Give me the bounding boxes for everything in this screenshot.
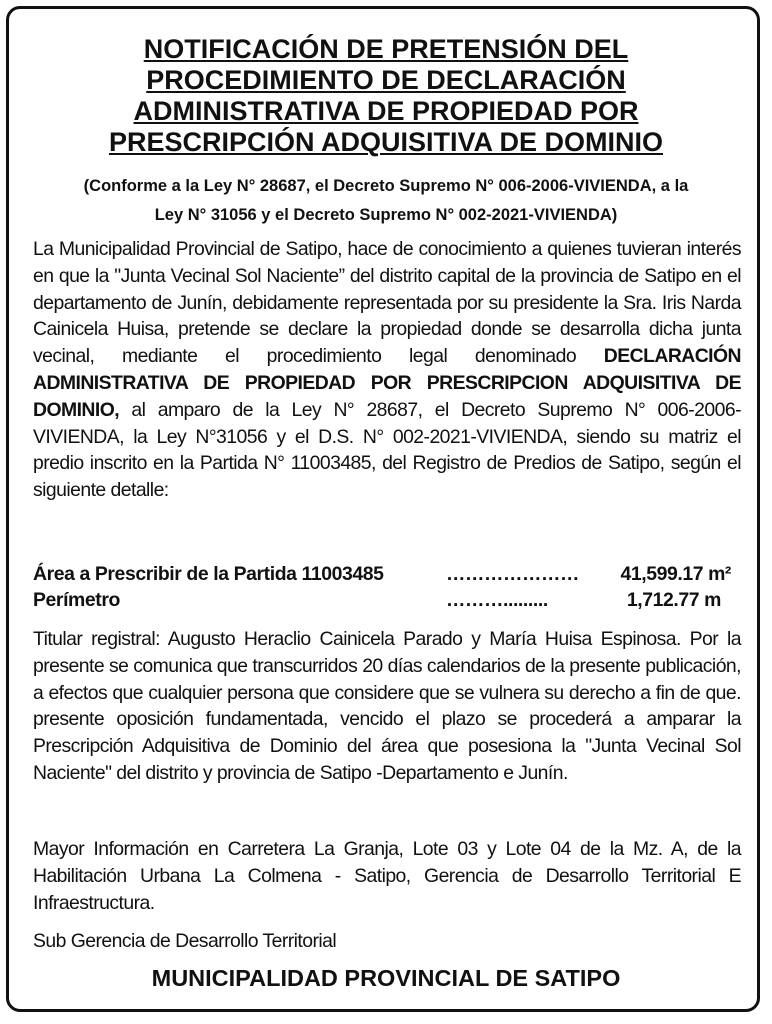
signature-footer: MUNICIPALIDAD PROVINCIAL DE SATIPO [151, 965, 621, 991]
intro-text: La Municipalidad Provincial de Satipo, hace de conocimiento a quienes tuvieran interés en que la "Junta Vecinal Sol Naciente” del distrito capital de la provincia de Satipo en el departamento de Junín, debidamente representada por su presidente la Sra. Iris Narda Cainicela Huisa, pretende se declare la propiedad donde se desarrolla dicha junta vecinal, mediante el procedimiento legal denominado [33, 238, 741, 368]
procedure-name: DECLARACIÓN ADMINISTRATIVA DE PROPIEDAD POR PRESCRIPCION ADQUISITIVA DE DOMINIO, [33, 345, 742, 421]
area-leader-dots: ………………… [446, 563, 579, 585]
area-row [33, 562, 741, 586]
owner-paragraph: Titular registral: Augusto Heraclio Cainicela Parado y María Huisa Espinosa. Por la presente se comunica que transcurridos 20 días calendarios de la presente publicación, a efectos que cualquier persona que considere que se vulnera su derecho a fin de que. presente oposición fundamentada, vencido el plazo se procederá a amparar la Prescripción Adquisitiva de Dominio del área que posesiona la "Junta Vecinal Sol Naciente" del distrito y provincia de Satipo -Departamento e Junín. [33, 628, 741, 784]
issuing-office: Sub Gerencia de Desarrollo Territorial [33, 930, 337, 952]
intro-rest-text: al amparo de la Ley N° 28687, el Decreto Supremo N° 006-2006-VIVIENDA, la Ley N°31056 y el D.S. N° 002-2021-VIVIENDA, siendo su matriz el predio inscrito en la Partida N° 11003485, del Registro de Predios de Satipo, según el siguiente detalle: [33, 398, 741, 502]
title-line: PROCEDIMIENTO DE DECLARACIÓN [146, 65, 626, 95]
area-label: Área a Prescribir de la Partida 11003485 [33, 563, 384, 585]
contact-paragraph: Mayor Información en Carretera La Granja, Lote 03 y Lote 04 de la Mz. A, de la Habilitación Urbana La Colmena - Satipo, Gerencia de Desarrollo Territorial E Infraestructura. [33, 838, 741, 914]
legal-basis-subtitle [24, 172, 748, 230]
area-value: 41,599.17 m² [620, 563, 731, 585]
title-line: NOTIFICACIÓN DE PRETENSIÓN DEL [143, 34, 629, 64]
intro-paragraph [33, 236, 741, 504]
perimeter-leader-dots: ………......... [446, 589, 548, 611]
perimeter-value: 1,712.77 m [626, 589, 721, 611]
perimeter-row [33, 588, 741, 612]
subtitle-line: Ley N° 31056 y el Decreto Supremo N° 002-2021-VIVIENDA) [154, 206, 618, 224]
notice-title [20, 34, 752, 158]
title-line: PRESCRIPCIÓN ADQUISITIVA DE DOMINIO [108, 127, 664, 157]
subtitle-line: (Conforme a la Ley N° 28687, el Decreto Supremo N° 006-2006-VIVIENDA, a la [83, 177, 689, 195]
title-line: ADMINISTRATIVA DE PROPIEDAD POR [133, 96, 639, 126]
perimeter-label: Perímetro [33, 589, 120, 611]
